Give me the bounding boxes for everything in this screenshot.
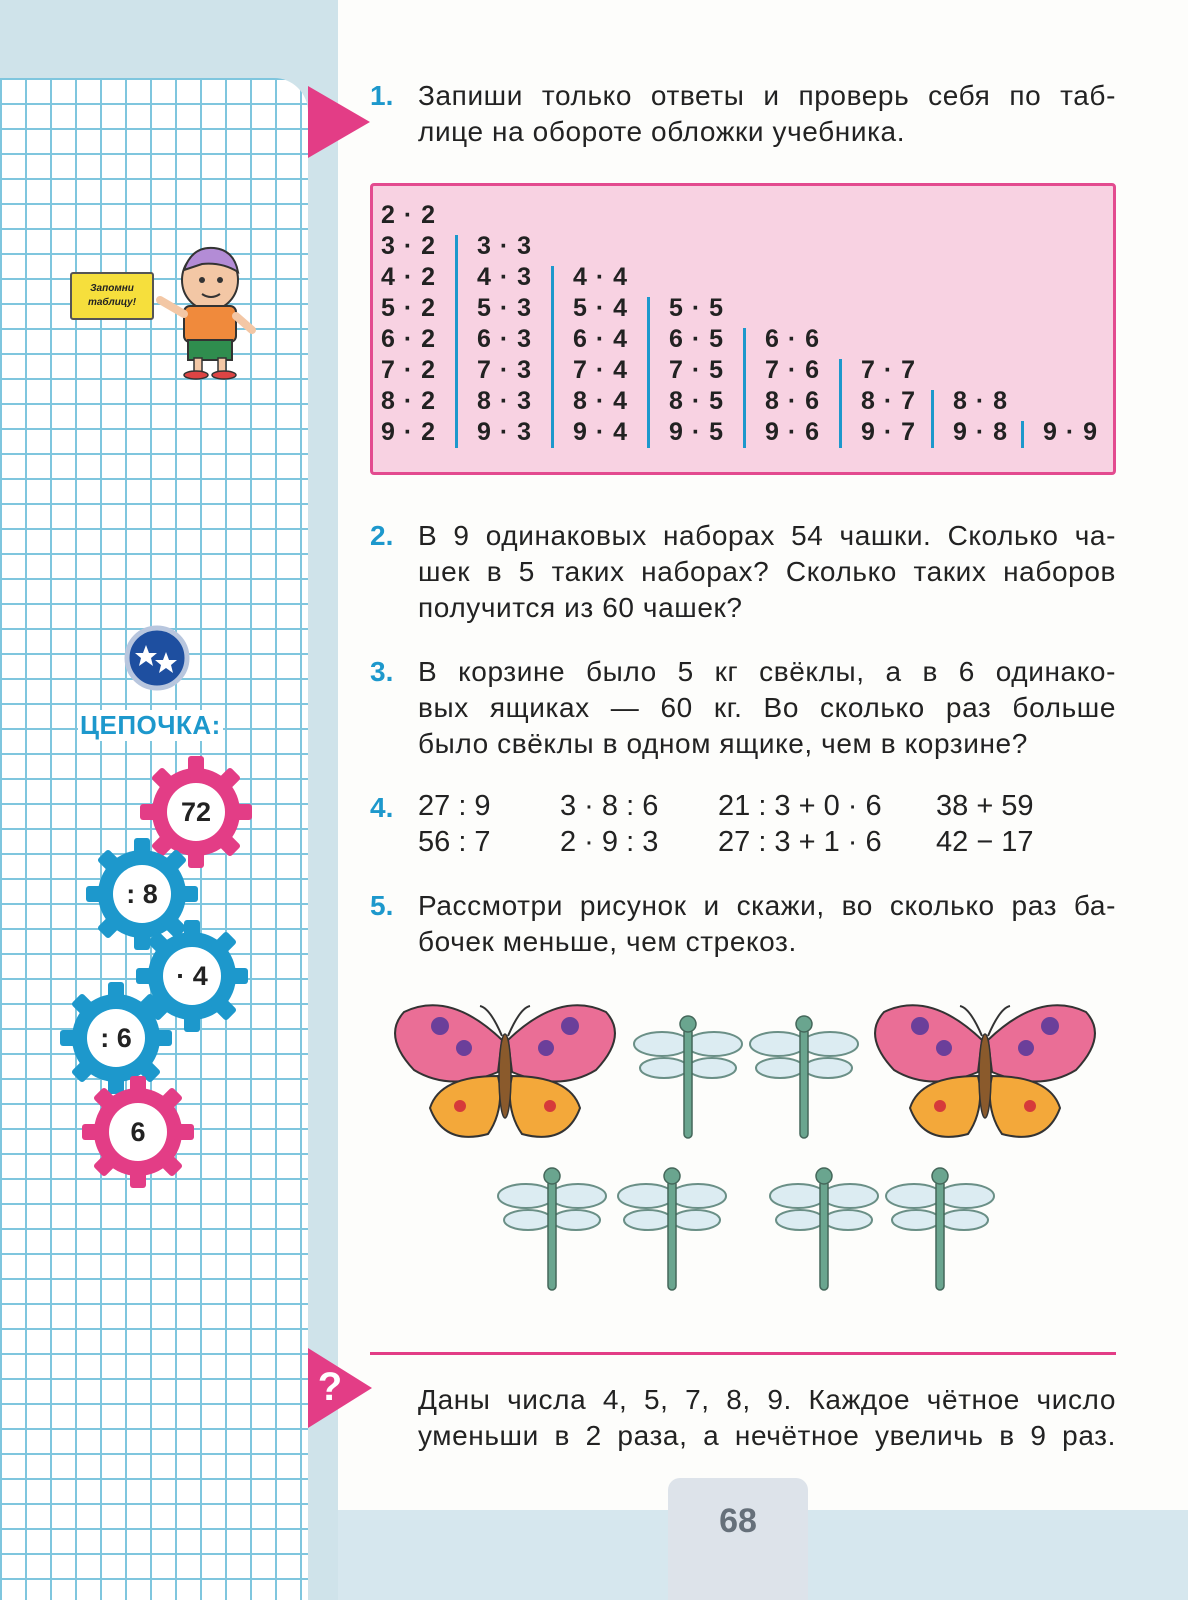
table-column-divider: [551, 266, 554, 448]
table-cell: 5 · 4: [573, 294, 629, 322]
table-cell: 9 · 2: [381, 418, 437, 446]
sign-text-line2: таблицу!: [87, 297, 137, 308]
table-cell: 9 · 8: [953, 418, 1009, 446]
expression: 56 : 7: [418, 826, 491, 858]
table-column-divider: [931, 390, 934, 448]
dragonfly-illustration: [748, 1008, 860, 1142]
task-3-text: [418, 654, 1116, 762]
table-cell: 8 · 4: [573, 387, 629, 415]
table-cell: 8 · 7: [861, 387, 917, 415]
table-cell: 4 · 3: [477, 263, 533, 291]
table-cell: 9 · 3: [477, 418, 533, 446]
task-3-line: было свёклы в одном ящике, чем в корзине?: [418, 728, 1028, 759]
table-cell: 8 · 2: [381, 387, 437, 415]
table-cell: 6 · 2: [381, 325, 437, 353]
task-2-line: получится из 60 чашек?: [418, 592, 743, 623]
table-cell: 8 · 3: [477, 387, 533, 415]
table-cell: 7 · 5: [669, 356, 725, 384]
expression: 38 + 59: [936, 790, 1034, 822]
table-column-divider: [1021, 421, 1024, 448]
sign-text-line1: Запомни: [90, 283, 134, 294]
task-2-text: [418, 518, 1116, 626]
dragonfly-illustration: [768, 1160, 880, 1294]
table-cell: 7 · 3: [477, 356, 533, 384]
gear-label-multiply-4: · 4: [176, 960, 208, 991]
expression: 27 : 9: [418, 790, 491, 822]
expression: 3 · 8 : 6: [560, 790, 659, 822]
task-2-line: В 9 одинаковых наборах 54 чашки. Сколько ча-: [418, 520, 1116, 551]
question-icon: ?: [317, 1365, 343, 1409]
table-column-divider: [743, 328, 746, 448]
remember-table-sign: [70, 272, 154, 320]
task-5-line: бочек меньше, чем стрекоз.: [418, 926, 797, 957]
section-divider: [370, 1352, 1116, 1355]
table-cell: 8 · 8: [953, 387, 1009, 415]
page-number: 68: [719, 1502, 757, 1540]
gear-label-divide-8: : 8: [126, 878, 158, 909]
bonus-line: Даны числа 4, 5, 7, 8, 9. Каждое чётное число: [418, 1384, 1116, 1415]
table-cell: 3 · 3: [477, 232, 533, 260]
table-cell: 3 · 2: [381, 232, 437, 260]
gear-end: [80, 1074, 196, 1190]
task-5-number: 5.: [370, 890, 394, 921]
gear-label-start: 72: [180, 796, 212, 827]
task-1-line: лице на обороте обложки учебника.: [418, 116, 906, 147]
task-arrow-marker: [308, 86, 370, 158]
table-cell: 7 · 4: [573, 356, 629, 384]
expression: 2 · 9 : 3: [560, 826, 659, 858]
task-1-number: 1.: [370, 80, 394, 111]
table-cell: 9 · 6: [765, 418, 821, 446]
page-number-tab: [668, 1478, 808, 1600]
dragonfly-illustration: [632, 1008, 744, 1142]
butterfly-illustration: [870, 996, 1100, 1160]
table-cell: 7 · 2: [381, 356, 437, 384]
bonus-question-text: [418, 1382, 1116, 1454]
multiplication-table: [370, 183, 1116, 475]
table-cell: 6 · 6: [765, 325, 821, 353]
task-4-number: 4.: [370, 792, 394, 823]
gear-label-divide-6: : 6: [100, 1022, 132, 1053]
table-cell: 9 · 9: [1043, 418, 1099, 446]
two-stars-icon: [124, 625, 190, 691]
table-cell: 8 · 5: [669, 387, 725, 415]
expression: 27 : 3 + 1 · 6: [718, 826, 882, 858]
table-cell: 5 · 2: [381, 294, 437, 322]
table-column-divider: [455, 235, 458, 448]
chain-title: ЦЕПОЧКА:: [80, 710, 221, 740]
table-cell: 5 · 5: [669, 294, 725, 322]
dragonfly-illustration: [884, 1160, 996, 1294]
table-cell: 6 · 4: [573, 325, 629, 353]
table-cell: 2 · 2: [381, 201, 437, 229]
task-5-line: Рассмотри рисунок и скажи, во сколько раз ба-: [418, 890, 1116, 921]
table-cell: 7 · 7: [861, 356, 917, 384]
task-2-line: шек в 5 таких наборах? Сколько таких наборов: [418, 556, 1116, 587]
table-column-divider: [647, 297, 650, 448]
expression: 21 : 3 + 0 · 6: [718, 790, 882, 822]
task-2-number: 2.: [370, 520, 394, 551]
dragonfly-illustration: [496, 1160, 608, 1294]
table-cell: 9 · 7: [861, 418, 917, 446]
table-cell: 9 · 5: [669, 418, 725, 446]
task-5-text: [418, 888, 1116, 960]
bonus-line: уменьши в 2 раза, а нечётное увеличь в 9 раз.: [418, 1420, 1116, 1451]
table-cell: 4 · 4: [573, 263, 629, 291]
table-cell: 6 · 3: [477, 325, 533, 353]
table-cell: 6 · 5: [669, 325, 725, 353]
table-cell: 5 · 3: [477, 294, 533, 322]
expression: 42 − 17: [936, 826, 1034, 858]
task-1-text: [418, 78, 1116, 150]
gear-label-end: 6: [130, 1116, 146, 1147]
task-3-line: вых ящиках — 60 кг. Во сколько раз больше: [418, 692, 1116, 723]
task-3-number: 3.: [370, 656, 394, 687]
table-cell: 7 · 6: [765, 356, 821, 384]
butterfly-illustration: [390, 996, 620, 1160]
table-cell: 8 · 6: [765, 387, 821, 415]
table-cell: 4 · 2: [381, 263, 437, 291]
table-column-divider: [839, 359, 842, 448]
task-1-line: Запиши только ответы и проверь себя по таб-: [418, 80, 1116, 111]
dragonfly-illustration: [616, 1160, 728, 1294]
task-3-line: В корзине было 5 кг свёклы, а в 6 одинако-: [418, 656, 1116, 687]
table-cell: 9 · 4: [573, 418, 629, 446]
